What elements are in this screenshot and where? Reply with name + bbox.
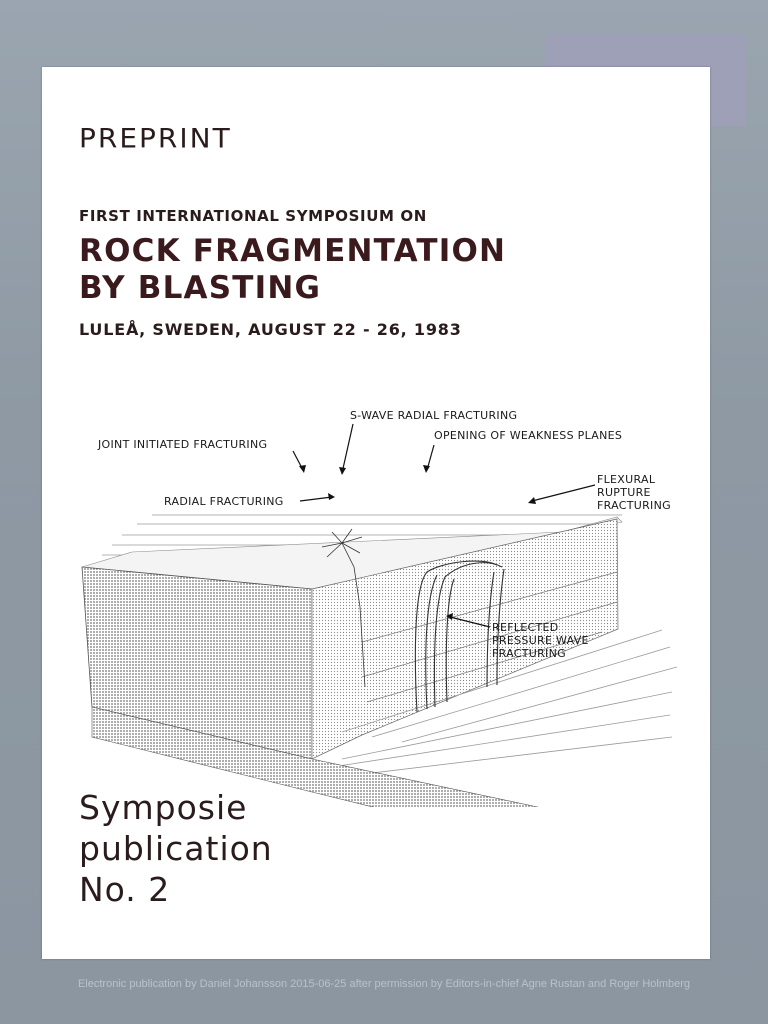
cover-sheet — [42, 67, 710, 959]
symposium-line: FIRST INTERNATIONAL SYMPOSIUM ON — [79, 207, 427, 225]
label-reflected-1: REFLECTED — [492, 621, 559, 634]
blasting-diagram — [42, 397, 710, 807]
series-line-2: publication — [79, 829, 273, 868]
main-title — [79, 233, 506, 307]
publication-footer: Electronic publication by Daniel Johansson 2015-06-25 after permission by Editors-in-chief Agne Rustan and Roger Holmberg — [77, 978, 691, 990]
label-radial: RADIAL FRACTURING — [164, 495, 284, 508]
label-reflected-2: PRESSURE WAVE — [492, 634, 589, 647]
preprint-label: PREPRINT — [79, 122, 232, 155]
label-flexural-3: FRACTURING — [597, 499, 671, 512]
title-line-1: ROCK FRAGMENTATION — [79, 233, 507, 269]
label-joint-initiated: JOINT INITIATED FRACTURING — [98, 438, 268, 451]
label-flexural-1: FLEXURAL — [597, 473, 656, 486]
title-line-2: BY BLASTING — [79, 270, 322, 306]
label-opening-weakness: OPENING OF WEAKNESS PLANES — [434, 429, 623, 442]
series-line-1: Symposie — [79, 788, 248, 827]
series-title — [79, 787, 273, 910]
label-flexural-2: RUPTURE — [597, 486, 651, 499]
label-s-wave: S-WAVE RADIAL FRACTURING — [350, 409, 518, 422]
label-reflected-3: FRACTURING — [492, 647, 566, 660]
series-line-3: No. 2 — [79, 870, 171, 909]
place-date: LULEÅ, SWEDEN, AUGUST 22 - 26, 1983 — [79, 320, 462, 339]
